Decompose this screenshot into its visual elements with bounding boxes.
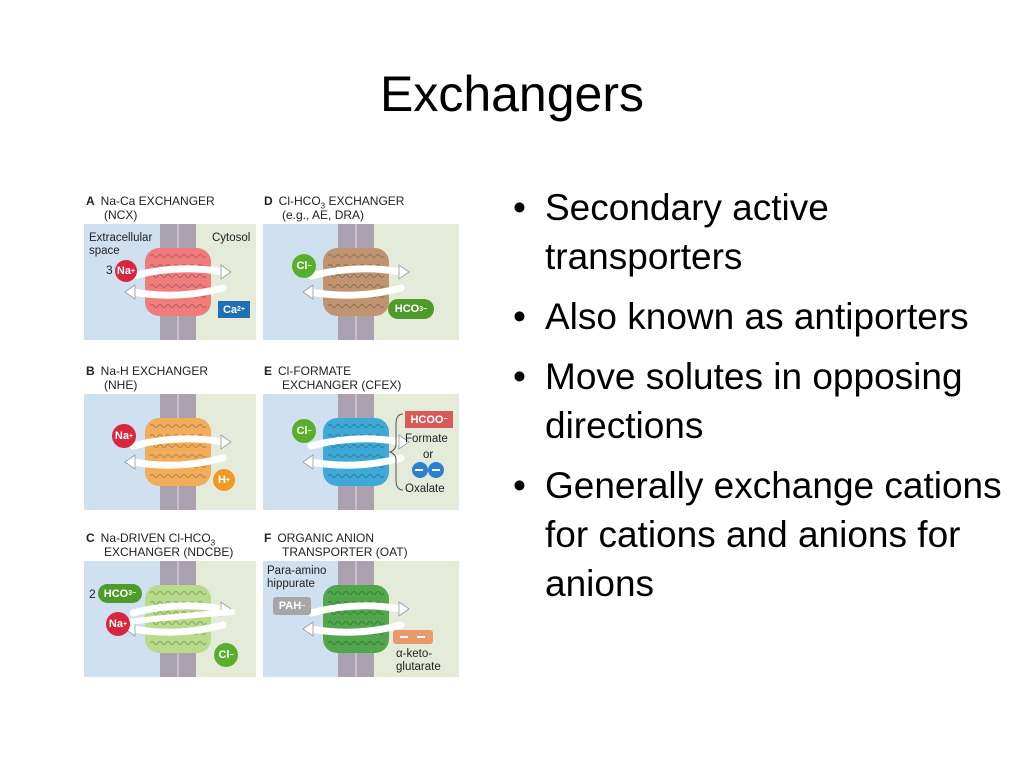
- ketoglutarate-ion: [393, 630, 433, 644]
- na-ion: Na +: [112, 424, 136, 448]
- bullet-dot: •: [513, 356, 526, 397]
- extracellular-label: Extracellular: [89, 232, 153, 244]
- formate-label: Formate: [405, 433, 448, 445]
- alpha-keto-label: α-keto-: [396, 648, 433, 660]
- panel-a-title: A Na-Ca EXCHANGER: [86, 194, 215, 208]
- bullet-text: Secondary active transporters: [545, 187, 829, 277]
- bullet-dot: •: [513, 187, 526, 228]
- panel-e-title: E Cl-FORMATE: [264, 364, 352, 378]
- na-ion: Na +: [106, 612, 130, 636]
- cl-ion: Cl −: [292, 254, 316, 278]
- panel-e-subtitle: EXCHANGER (CFEX): [282, 378, 402, 392]
- panel-d-subtitle: (e.g., AE, DRA): [282, 208, 365, 222]
- na-coefficient: 3: [106, 263, 113, 277]
- bullet-dot: •: [513, 465, 526, 506]
- panel-f-subtitle: TRANSPORTER (OAT): [282, 545, 408, 559]
- cl-ion: Cl −: [292, 419, 316, 443]
- panel-f-title: F ORGANIC ANION: [264, 531, 375, 545]
- hco3-coefficient: 2: [89, 587, 96, 601]
- pah-ion: PAH −: [273, 597, 311, 615]
- panel-c-title: C Na-DRIVEN $Cl-HCO_3$: [86, 531, 216, 548]
- panel-d-title: D $Cl-HCO_3$ EXCHANGER: [264, 194, 405, 211]
- oxalate-charge: [432, 469, 440, 471]
- panel-b-subtitle: (NHE): [104, 378, 138, 392]
- oxalate-label: Oxalate: [405, 483, 445, 495]
- glutarate-label: glutarate: [396, 661, 441, 673]
- bullet-text: Generally exchange cations for cations and anions for anions: [545, 465, 1002, 604]
- para-amino-label: Para-amino: [267, 565, 327, 577]
- slide-title: Exchangers: [379, 66, 645, 122]
- panel-b-title: B Na-H EXCHANGER: [86, 364, 209, 378]
- panel-c-subtitle: EXCHANGER (NDCBE): [104, 545, 234, 559]
- bullet-dot: •: [513, 296, 526, 337]
- hcoo-ion: HCOO −: [405, 411, 453, 428]
- or-label: or: [423, 449, 434, 461]
- oxalate-charge: [415, 469, 423, 471]
- ca-ion: Ca 2+: [218, 301, 250, 318]
- space-label: space: [89, 245, 120, 257]
- cl-ion: Cl −: [214, 643, 238, 667]
- na-ion: Na +: [115, 260, 137, 282]
- ketoglutarate-charge: [400, 636, 408, 638]
- hco3-ion: HCO 3 −: [388, 299, 434, 319]
- cytosol-label: Cytosol: [212, 232, 251, 244]
- hco3-ion: HCO 3 −: [98, 584, 142, 603]
- h-ion: H +: [213, 469, 235, 491]
- panel-a-subtitle: (NCX): [104, 208, 138, 222]
- ketoglutarate-charge: [417, 636, 425, 638]
- bullet-text: Also known as antiporters: [545, 296, 969, 337]
- hippurate-label: hippurate: [267, 578, 315, 590]
- bullet-text: Move solutes in opposing directions: [545, 356, 963, 446]
